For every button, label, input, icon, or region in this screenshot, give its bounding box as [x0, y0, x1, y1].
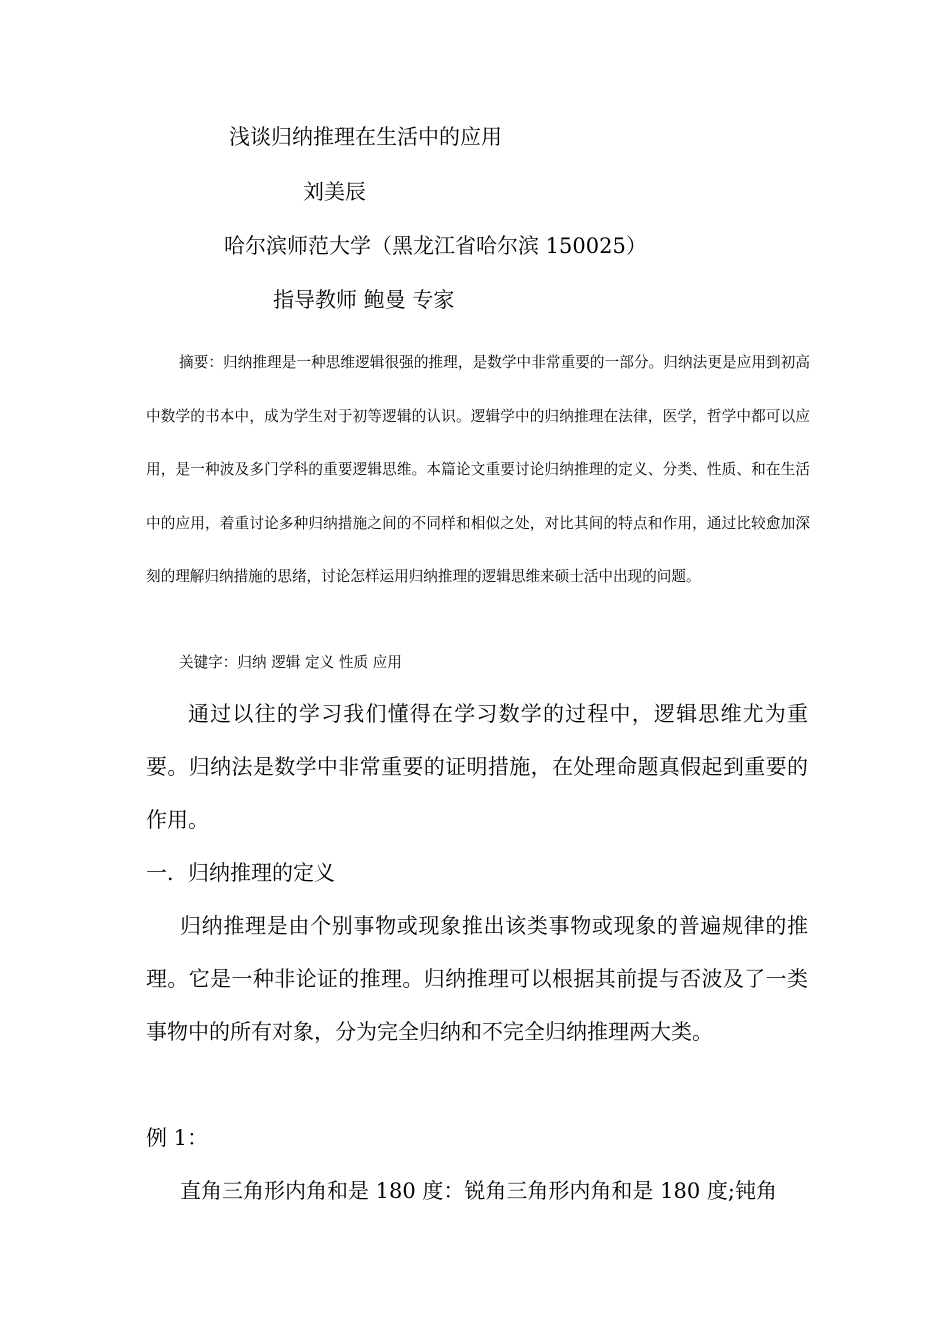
abstract-paragraph: 摘要：归纳推理是一种思维逻辑很强的推理，是数学中非常重要的一部分。归纳法更是应用到初高中数学的书本中，成为学生对于初等逻辑的认识。逻辑学中的归纳推理在法律，医学，哲学中都可以应用，是一种波及多门学科的重要逻辑思维。本篇论文重要讨论归纳推理的定义、分类、性质、和在生活中的应用，着重讨论多种归纳措施之间的不同样和相似之处，对比其间的特点和作用，通过比较愈加深刻的理解归纳措施的思绪，讨论怎样运用归纳推理的逻辑思维来硕士活中出现的问题。 — [146, 354, 810, 586]
definition-paragraph: 归纳推理是由个别事物或现象推出该类事物或现象的普遍规律的推理。它是一种非论证的推理。归纳推理可以根据其前提与否波及了一类事物中的所有对象，分为完全归纳和不完全归纳推理两大类。 — [146, 914, 808, 1044]
keywords-line: 关键字：归纳 逻辑 定义 性质 应用 — [179, 654, 402, 671]
intro-paragraph: 通过以往的学习我们懂得在学习数学的过程中，逻辑思维尤为重要。归纳法是数学中非常重要的证明措施，在处理命题真假起到重要的作用。 — [146, 702, 808, 832]
section-heading: 一．归纳推理的定义 — [146, 861, 335, 885]
affiliation: 哈尔滨师范大学（黑龙江省哈尔滨 150025） — [224, 234, 647, 258]
author-name: 刘美辰 — [303, 180, 366, 204]
example-label: 例 1： — [146, 1126, 209, 1150]
document-title: 浅谈归纳推理在生活中的应用 — [229, 125, 502, 149]
advisor-line: 指导教师 鲍曼 专家 — [273, 288, 455, 312]
example-text: 直角三角形内角和是 180 度：锐角三角形内角和是 180 度;钝角 — [180, 1179, 777, 1203]
